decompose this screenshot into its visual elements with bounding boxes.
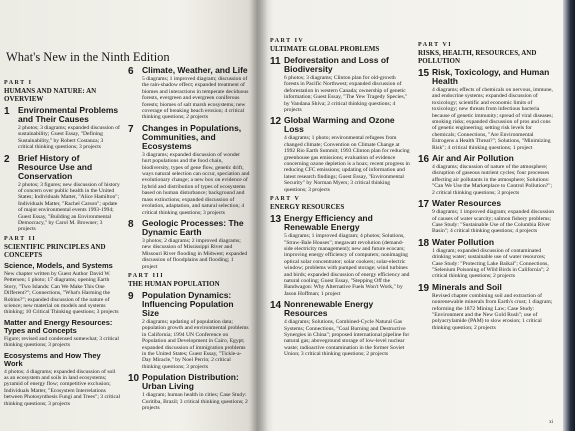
- chapter-entry: [270, 116, 412, 193]
- chapter-title: Science, Models, and Systems: [4, 260, 113, 270]
- part-title: ULTIMATE GLOBAL PROBLEMS: [270, 45, 380, 53]
- chapter-number: 8: [128, 218, 134, 230]
- chapter-title: Ecosystems and How They Work: [4, 350, 101, 368]
- part-label: PART III: [128, 272, 165, 279]
- left-column-2: [128, 66, 250, 414]
- chapter-entry: [418, 238, 556, 280]
- chapter-entry: [128, 124, 250, 216]
- chapter-title: Minerals and Soil: [432, 281, 502, 292]
- chapter-title: Environmental Problems and Their Causes: [18, 105, 119, 124]
- chapter-description: New chapter written by Guest Author David W. Pettersen; 1 photo; 17 diagrams; opening Earth Story, "Two Islands: Can We Make This One Different?"; Connections, "What's Harming the Robins?"; expanded discussion of the nature of science; new material on models and systems thinking; 10 Critical Thinking questions; 3 projects: [4, 270, 119, 316]
- right-column-2: [418, 42, 556, 334]
- part-label: PART I: [4, 80, 33, 86]
- part-title: ENERGY RESOURCES: [270, 203, 345, 212]
- chapter-description: 9 diagrams; 1 improved diagram; expanded discussion of causes of water scarcity; salmon fishery problems; Case Study: "Sustainable Use of the Columbia River Basin"; 4 critical thinking questions; 4 projects: [432, 209, 555, 235]
- right-column-1: [270, 38, 412, 361]
- chapter-number: 19: [418, 282, 430, 294]
- chapter-title: Matter and Energy Resources: Types and Concepts: [4, 317, 113, 335]
- chapter-title: Climate, Weather, and Life: [142, 65, 248, 75]
- chapter-description: 2 diagrams; updating of population data; population growth and environmental problems in California; 1994 UN Conference on Population and Development in Cairo, Egypt; expanded discussion of immigration problems in the United States; Guest Essay, "Tickle-a-Day Miracle," by Noel Perrin; 2 critical thinking questions; 3 projects: [142, 318, 249, 370]
- part-title: RISKS, HEALTH, RESOURCES, AND POLLUTION: [418, 49, 537, 65]
- chapter-title: Energy Efficiency and Renewable Energy: [284, 213, 373, 233]
- book-spine: [250, 0, 268, 431]
- part-title: HUMANS AND NATURE: AN OVERVIEW: [4, 87, 97, 103]
- chapter-entry: [128, 373, 250, 411]
- part-title: THE HUMAN POPULATION: [128, 279, 220, 288]
- chapter-entry: [128, 291, 250, 370]
- chapter-entry: [270, 300, 412, 357]
- chapter-entry: [418, 154, 556, 196]
- chapter-entry: [128, 219, 250, 270]
- chapter-number: 12: [270, 116, 282, 128]
- chapter-title: Air and Air Pollution: [432, 153, 514, 164]
- chapter-description: 4 diagrams; 1 photo; environmental refugees from changed climate; Convention on Climate Change at 1992 Rio Earth Summit; 1993 Clinton plan for reducing greenhouse gas emissions; evaluation of evidence concerning ozone depletion is a hoax; recent progress in reducing CFC emissions; updating of information and latest research findings; Guest Essay, "Environmental Security" by Norman Myers; 3 critical thinking questions; 3 projects: [284, 135, 410, 193]
- chapter-number: 11: [270, 56, 281, 67]
- chapter-title: Deforestation and Loss of Biodiversity: [284, 55, 389, 74]
- chapter-number: 10: [128, 373, 140, 385]
- chapter-entry: [418, 283, 556, 331]
- chapter-title: Geologic Processes: The Dynamic Earth: [142, 217, 244, 237]
- chapter-number: 15: [418, 68, 430, 79]
- chapter-title: Changes in Populations, Communities, and Ecosystems: [142, 122, 242, 151]
- chapter-title: Water Resources: [432, 198, 502, 209]
- chapter-description: 4 diagrams; discussion of nature of the atmosphere; disruption of gaseous nutrient cycles; four processes affecting air pollutants in the atmosphere; Solutions: "Can We Use the Marketplace to Control Pollution?"; 2 critical thinking questions; 3 projects: [432, 164, 553, 196]
- page-number: xi: [549, 420, 553, 425]
- chapter-title: Water Pollution: [432, 236, 495, 247]
- chapter-description: 4 diagrams; Solutions, Combined-Cycle Natural Gas Systems; Connections, "Coal Burning and Destructive Synergies in China"; proposed international pipeline for natural gas; aboveground storage of low-level nuclear waste; radioactive contamination in the former Soviet Union; 3 critical thinking questions; 2 projects: [284, 319, 410, 358]
- left-page: [0, 0, 258, 431]
- chapter-number: 1: [4, 106, 10, 117]
- chapter-number: 16: [418, 154, 430, 166]
- chapter-description: Figure; revised and condensed somewhat; 3 critical thinking questions; 3 projects: [4, 335, 119, 349]
- chapter-description: 4 diagrams; effects of chemicals on nervous, immune, and endocrine systems; expanded discussion of toxicology; scientific and economic limits of toxicology; new threats from infectious bacteria because of genetic immunity; spread of viral diseases; smoking risks; expanded discussion of pros and cons of genetic engineering; setting risk levels for chemicals; Connections, "Are Environmental Estrogens a Health Threat?"; Solutions, "Minimizing Risk"; 4 critical thinking questions; 1 project: [432, 87, 554, 151]
- chapter-entry: [418, 68, 556, 151]
- chapter-title: Global Warming and Ozone Loss: [284, 115, 395, 135]
- chapter-description: 5 diagrams; 1 improved diagram; discussion of the rain-shadow effect; expanded treatment of biomes and interactions in temperate deciduous forests, evergreen and evergreen coniferous forests; biomes of salt marsh ecosystems; new coverage of breaking beach erosion; 4 critical thinking questions; 2 projects: [142, 76, 249, 121]
- chapter-number: 14: [270, 300, 282, 312]
- part-title: SCIENTIFIC PRINCIPLES AND CONCEPTS: [4, 242, 106, 259]
- part-label: PART VI: [418, 42, 453, 48]
- chapter-entry: [128, 66, 250, 121]
- chapter-number: 17: [418, 199, 430, 211]
- chapter-description: 2 photos; 3 figures; new discussion of history of concern over public health in the United States; Individuals Matter, "Alice Hamilton"; Individuals Matter, "Rachel Carson"; update of major environmental events 1993-1994; Guest Essay, "Building an Environmental Democracy," by Carol M. Browner; 3 projects: [18, 181, 120, 233]
- chapter-title: Nonrenewable Energy Resources: [284, 299, 374, 319]
- chapter-description: 2 photos; 3 diagrams; expanded discussion of sustainability; Guest Essay, "Defining Sustainability," by Robert Costanza; 3 critical thinking questions; 3 projects: [18, 125, 120, 151]
- book-cover-edge: [563, 0, 575, 431]
- chapter-number: 18: [418, 237, 430, 249]
- chapter-entry: [270, 214, 412, 297]
- chapter-description: 6 photos; 3 diagrams; Clinton plan for old-growth forests in Pacific Northwest; expanded discussion of deforestation in western Canada; ownership of genetic information; Guest Essay, "The Yew Tragedy Species," by Vandana Shiva; 2 critical thinking questions; 4 projects: [284, 75, 408, 114]
- chapter-title: Brief History of Resource Use and Conservation: [18, 152, 93, 181]
- chapter-title: Risk, Toxicology, and Human Health: [432, 67, 550, 86]
- right-page: [258, 0, 563, 431]
- page-header: What's New in the Ninth Edition: [6, 50, 170, 64]
- part-label: PART IV: [270, 38, 305, 44]
- chapter-description: 4 photos; 4 diagrams; expanded discussion of soil as an ecosystem and soils in land ecosystems; pyramid of energy flow; competitive exclusion; Individuals Matter, "Ecosystem Interrelations between Photosynthesis Fungi and Trees"; 3 critical thinking questions; 3 projects: [4, 368, 121, 407]
- chapter-number: 13: [270, 214, 282, 226]
- chapter-description: 5 diagrams; 1 improved diagram; 4 photos; Solutions, "Straw-Bale Houses"; megawatt revolution (demand-side electricity management); new and future ecocars; improving energy efficiency of computers; nonimaging optical solar concentrator; solar cookers; solar-electric window; problems with pumped storage; wind turbines and birds; expanded discussion of energy efficiency and natural cooling; Guest Essay, "Stepping Off the Bandwagon: Why Alternative Fuels Won't Work," by Jason Hoffman; 1 project: [284, 233, 410, 297]
- chapter-entry: [4, 106, 120, 151]
- chapter-description: 1 diagram; expanded discussion of contaminated drinking water; sustainable use of water resources; Case Study: "Protecting Lake Baikal"; Connections, "Selenium Poisoning of Wild Birds in California"; 2 critical thinking questions; 2 projects: [432, 247, 549, 280]
- part-label: PART II: [4, 235, 37, 242]
- chapter-number: 7: [128, 123, 134, 135]
- part-label: PART V: [270, 196, 301, 203]
- chapter-description: 1 diagram; human health in cities; Case Study: Curitiba, Brazil; 3 critical thinking questions; 2 projects: [142, 392, 248, 411]
- chapter-entry: [270, 56, 412, 113]
- chapter-entry: [4, 154, 120, 233]
- chapter-number: 9: [128, 290, 134, 302]
- chapter-description: 3 diagrams; expanded discussion of wonder hurt populations and the food chain, biodiversity, types of gene flow, genetic drift, ways natural selection can occur, speciation and evolutionary change; a new box on evidence of hybrid and distribution of types of ecosystems based on human disturbance; background and mass extinctions; expanded discussion of evolution, adaptation, and natural selection; 4 critical thinking questions; 3 projects: [142, 151, 250, 216]
- chapter-number: 2: [4, 153, 10, 165]
- chapter-description: 3 photos; 2 diagrams; 2 improved diagrams; new discussion of Mississippi River and Missouri River flooding in Midwest; expanded discussion of floodplains and flooding; 1 project: [142, 237, 248, 270]
- chapter-description: Revised chapter combining soil and extraction of nonrenewable minerals from Earth's crust; 1 diagram; reforming the 1872 Mining Law; Case Study: "Environment and the New Gold Rush"; use of polyacrylamide (PAM) to slow erosion; 1 critical thinking question; 2 projects: [432, 292, 553, 331]
- chapter-title: Population Dynamics: Influencing Population Size: [142, 289, 234, 318]
- chapter-entry: [418, 199, 556, 235]
- left-column-1: [4, 80, 120, 410]
- chapter-title: Population Distribution: Urban Living: [142, 372, 239, 392]
- chapter-number: 6: [128, 66, 134, 77]
